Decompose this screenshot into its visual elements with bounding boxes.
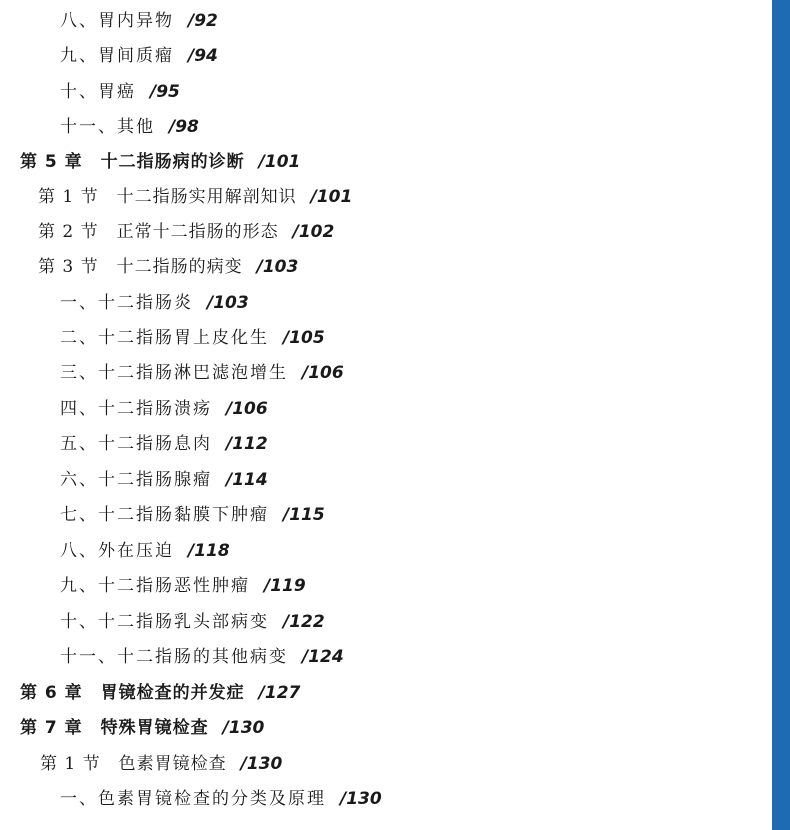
entry-page-number: /105: [283, 328, 325, 348]
entry-page-number: /92: [188, 11, 218, 31]
entry-page-number: /112: [226, 434, 268, 454]
entry-title: 十、胃癌: [60, 82, 136, 102]
toc-left-entry: [60, 646, 344, 668]
toc-left-entry: [38, 221, 334, 243]
entry-title: 第 1 节 色素胃镜检查: [40, 754, 227, 774]
entry-page-number: /127: [258, 683, 301, 703]
entry-title: 二、十二指肠胃上皮化生: [60, 328, 269, 348]
toc-left-entry: [20, 682, 300, 704]
toc-left-entry: [40, 753, 282, 775]
entry-page-number: /94: [188, 46, 218, 66]
entry-title: 六、十二指肠腺瘤: [60, 470, 212, 490]
entry-title: 九、十二指肠恶性肿瘤: [60, 576, 250, 596]
entry-page-number: /103: [207, 293, 249, 313]
entry-title: 四、十二指肠溃疡: [60, 399, 212, 419]
toc-left-entry: [60, 540, 230, 562]
toc-left-entry: [60, 611, 325, 633]
entry-title: 第 2 节 正常十二指肠的形态: [38, 222, 279, 242]
entry-page-number: /118: [188, 541, 230, 561]
toc-left-entry: [60, 81, 180, 103]
toc-left-entry: [60, 398, 268, 420]
toc-left-entry: [60, 116, 199, 138]
toc-left-entry: [60, 433, 268, 455]
entry-title: 三、十二指肠淋巴滤泡增生: [60, 363, 288, 383]
toc-left-entry: [60, 469, 268, 491]
entry-page-number: /101: [310, 187, 353, 207]
toc-left-entry: [60, 10, 218, 32]
entry-title: 第 1 节 十二指肠实用解剖知识: [38, 187, 297, 207]
entry-title: 七、十二指肠黏膜下肿瘤: [60, 505, 269, 525]
entry-title: 十一、十二指肠的其他病变: [60, 647, 288, 667]
entry-page-number: /130: [240, 754, 283, 774]
entry-page-number: /115: [283, 505, 325, 525]
toc-left-entry: [60, 362, 344, 384]
entry-title: 第 6 章 胃镜检查的并发症: [20, 683, 245, 703]
entry-page-number: /130: [222, 718, 265, 738]
entry-title: 一、十二指肠炎: [60, 293, 193, 313]
toc-left-entry: [20, 151, 300, 173]
entry-page-number: /102: [292, 222, 335, 242]
toc-left-entry: [60, 292, 249, 314]
entry-title: 第 5 章 十二指肠病的诊断: [20, 152, 245, 172]
entry-page-number: /114: [226, 470, 268, 490]
toc-left-entry: [20, 717, 264, 739]
entry-page-number: /106: [302, 363, 344, 383]
entry-page-number: /95: [150, 82, 180, 102]
entry-title: 一、色素胃镜检查的分类及原理: [60, 789, 326, 809]
blue-edge-strip: [772, 0, 790, 830]
entry-page-number: /103: [256, 257, 299, 277]
entry-page-number: /130: [340, 789, 382, 809]
entry-page-number: /101: [258, 152, 301, 172]
entry-page-number: /119: [264, 576, 306, 596]
toc-left-entry: [38, 256, 298, 278]
toc-left-entry: [60, 45, 218, 67]
entry-title: 十一、其他: [60, 117, 155, 137]
toc-left-entry: [60, 327, 325, 349]
entry-title: 八、胃内异物: [60, 11, 174, 31]
entry-title: 第 7 章 特殊胃镜检查: [20, 718, 209, 738]
entry-title: 八、外在压迫: [60, 541, 174, 561]
toc-left-entry: [38, 186, 352, 208]
entry-page-number: /106: [226, 399, 268, 419]
entry-page-number: /124: [302, 647, 344, 667]
entry-title: 第 3 节 十二指肠的病变: [38, 257, 243, 277]
toc-left-entry: [60, 575, 306, 597]
toc-left-entry: [60, 788, 382, 810]
entry-page-number: /98: [169, 117, 199, 137]
entry-title: 九、胃间质瘤: [60, 46, 174, 66]
toc-left-entry: [60, 504, 325, 526]
entry-title: 五、十二指肠息肉: [60, 434, 212, 454]
entry-title: 十、十二指肠乳头部病变: [60, 612, 269, 632]
entry-page-number: /122: [283, 612, 325, 632]
